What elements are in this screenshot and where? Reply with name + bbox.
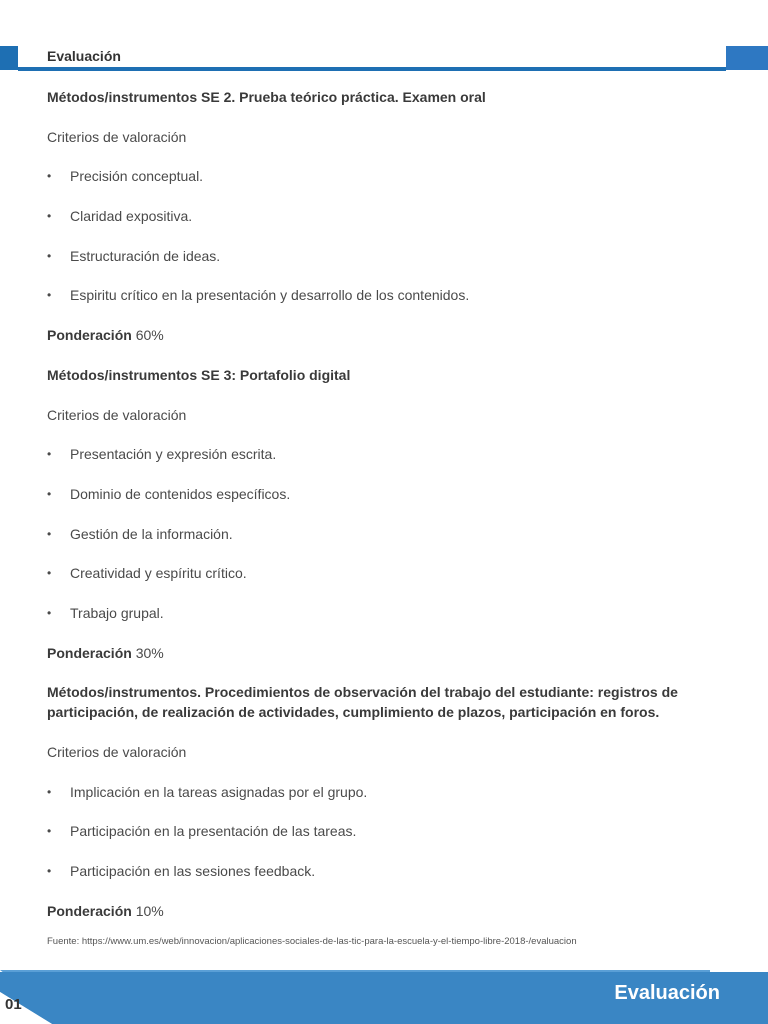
weight-value: 60%	[135, 327, 164, 344]
list-item: • Creatividad y espíritu crítico.	[47, 565, 247, 582]
bullet-icon: •	[47, 605, 52, 620]
section-se2	[47, 87, 728, 345]
header-title: Evaluación	[47, 48, 121, 64]
weight-line	[47, 901, 728, 921]
weight-line	[47, 325, 728, 345]
list-item: • Participación en la presentación de las tareas.	[47, 823, 357, 840]
criteria-label: Criterios de valoración	[47, 128, 187, 145]
bullet-icon: •	[47, 447, 52, 462]
footer-title: Evaluación	[614, 982, 720, 1004]
criteria-label: Criterios de valoración	[47, 744, 187, 760]
section-heading-prefix: Métodos/instrumentos	[47, 684, 198, 701]
list-item: • Participación en las sesiones feedback.	[47, 863, 316, 880]
bullet-icon: •	[47, 169, 52, 184]
criteria-list	[47, 444, 728, 623]
criteria-list	[47, 782, 728, 881]
section-heading: Métodos/instrumentos SE 2. Prueba teórico práctica. Examen oral	[47, 89, 486, 105]
section-se3	[47, 365, 728, 663]
header-rule	[18, 67, 726, 71]
section-heading: Métodos/instrumentos SE 3: Portafolio digital	[47, 366, 351, 383]
list-item: • Dominio de contenidos específicos.	[47, 485, 291, 502]
weight-label: Ponderación	[47, 902, 132, 919]
section-heading	[47, 682, 728, 722]
section-heading-rest: . Procedimientos de observación del trabajo del estudiante: registros de participación, de realización de actividades, cumplimiento de plazos, participación en foros.	[47, 684, 678, 721]
list-item: • Implicación en la tareas asignadas por el grupo.	[47, 783, 368, 800]
list-item: • Estructuración de ideas.	[47, 247, 221, 264]
list-item: • Gestión de la información.	[47, 525, 233, 542]
bullet-icon: •	[47, 864, 52, 879]
bullet-icon: •	[47, 486, 52, 501]
weight-label: Ponderación	[47, 327, 132, 344]
list-item: • Presentación y expresión escrita.	[47, 446, 277, 463]
section-observation	[47, 682, 728, 920]
list-item: • Trabajo grupal.	[47, 604, 164, 621]
source-link[interactable]: Fuente: https://www.um.es/web/innovacion/aplicaciones-sociales-de-las-tic-para-la-escuela-y-el-tiempo-libre-2018-/evaluacion	[47, 936, 577, 947]
weight-value: 30%	[135, 644, 164, 661]
weight-line	[47, 643, 728, 663]
list-item: • Precisión conceptual.	[47, 168, 204, 185]
header-right-accent	[726, 46, 768, 70]
document-body	[47, 87, 728, 940]
list-item: • Claridad expositiva.	[47, 208, 193, 225]
bullet-icon: •	[47, 288, 52, 303]
list-item: • Espiritu crítico en la presentación y desarrollo de los contenidos.	[47, 287, 470, 304]
criteria-list	[47, 166, 728, 305]
bullet-icon: •	[47, 566, 52, 581]
criteria-label: Criterios de valoración	[47, 406, 187, 423]
bullet-icon: •	[47, 209, 52, 224]
bullet-icon: •	[47, 248, 52, 263]
header-left-accent	[0, 46, 18, 70]
page-number: 01	[5, 996, 22, 1013]
bullet-icon: •	[47, 784, 52, 799]
bullet-icon: •	[47, 526, 52, 541]
bullet-icon: •	[47, 824, 52, 839]
weight-value: 10%	[135, 902, 164, 919]
weight-label: Ponderación	[47, 644, 132, 661]
